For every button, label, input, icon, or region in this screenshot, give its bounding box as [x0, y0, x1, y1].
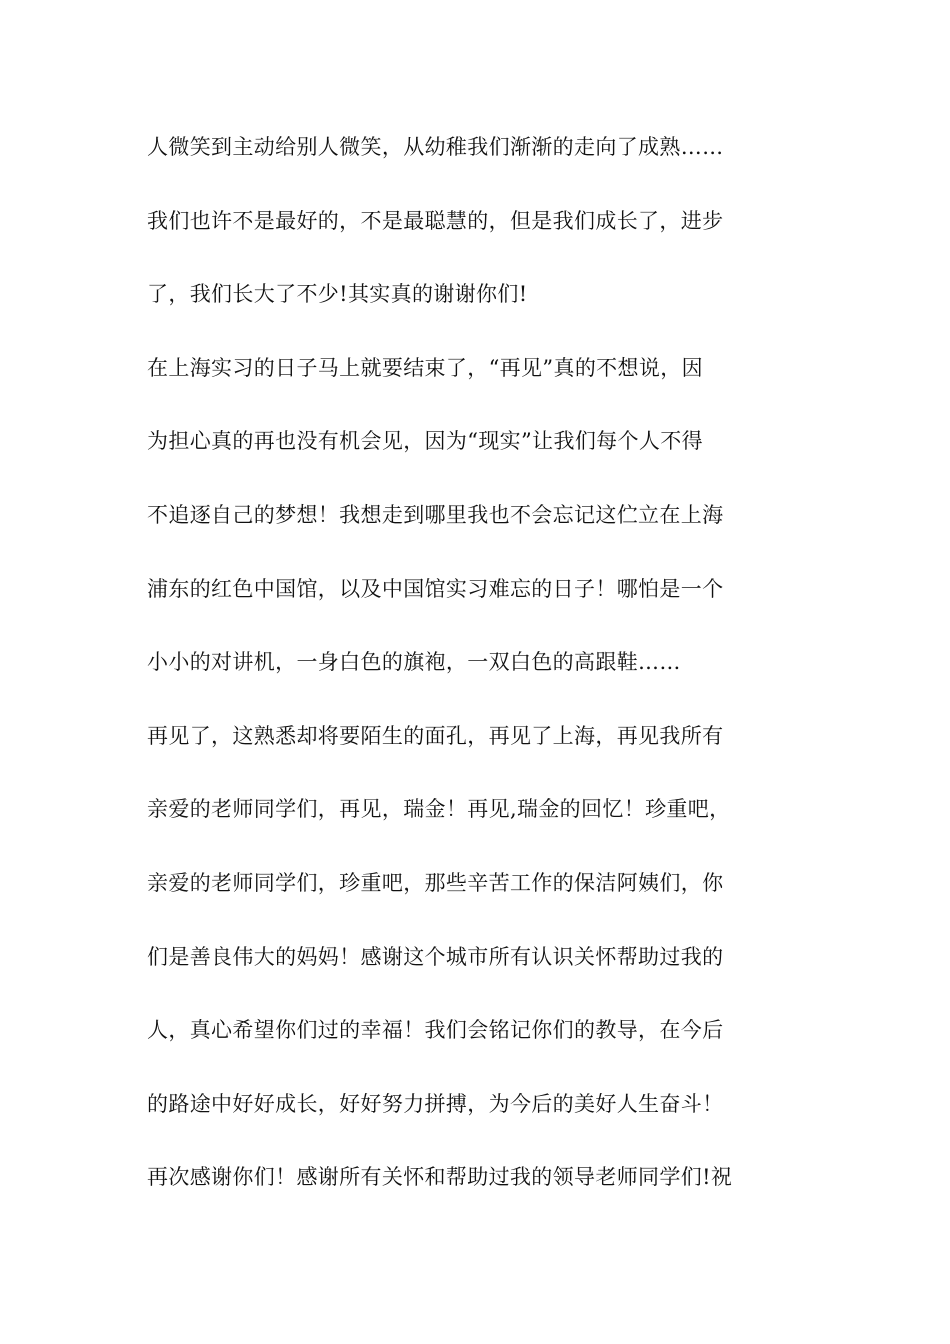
text-line: 在上海实习的日子马上就要结束了，“再见”真的不想说，因	[147, 355, 703, 380]
text-line: 亲爱的老师同学们，再见，瑞金！再见,瑞金的回忆！珍重吧，	[147, 797, 731, 822]
text-line: 不追逐自己的梦想！我想走到哪里我也不会忘记这伫立在上海	[147, 502, 724, 527]
text-line: 浦东的红色中国馆，以及中国馆实习难忘的日子！哪怕是一个	[147, 576, 724, 601]
text-line: 小小的对讲机，一身白色的旗袍，一双白色的高跟鞋……	[147, 650, 681, 675]
text-line: 再次感谢你们！感谢所有关怀和帮助过我的领导老师同学们!祝	[147, 1165, 733, 1190]
text-line: 人，真心希望你们过的幸福！我们会铭记你们的教导，在今后	[147, 1018, 724, 1043]
body-text	[147, 129, 807, 1233]
text-line: 我们也许不是最好的，不是最聪慧的，但是我们成长了，进步	[147, 208, 724, 233]
text-line: 们是善良伟大的妈妈！感谢这个城市所有认识关怀帮助过我的	[147, 944, 724, 969]
text-line: 了，我们长大了不少!其实真的谢谢你们!	[147, 282, 528, 307]
text-line: 为担心真的再也没有机会见，因为“现实”让我们每个人不得	[147, 429, 703, 454]
text-line: 再见了，这熟悉却将要陌生的面孔，再见了上海，再见我所有	[147, 723, 724, 748]
text-line: 人微笑到主动给别人微笑，从幼稚我们渐渐的走向了成熟……	[147, 135, 724, 159]
text-line: 的路途中好好成长，好好努力拼搏，为今后的美好人生奋斗！	[147, 1091, 724, 1116]
text-line: 亲爱的老师同学们，珍重吧，那些辛苦工作的保洁阿姨们，你	[147, 870, 724, 895]
